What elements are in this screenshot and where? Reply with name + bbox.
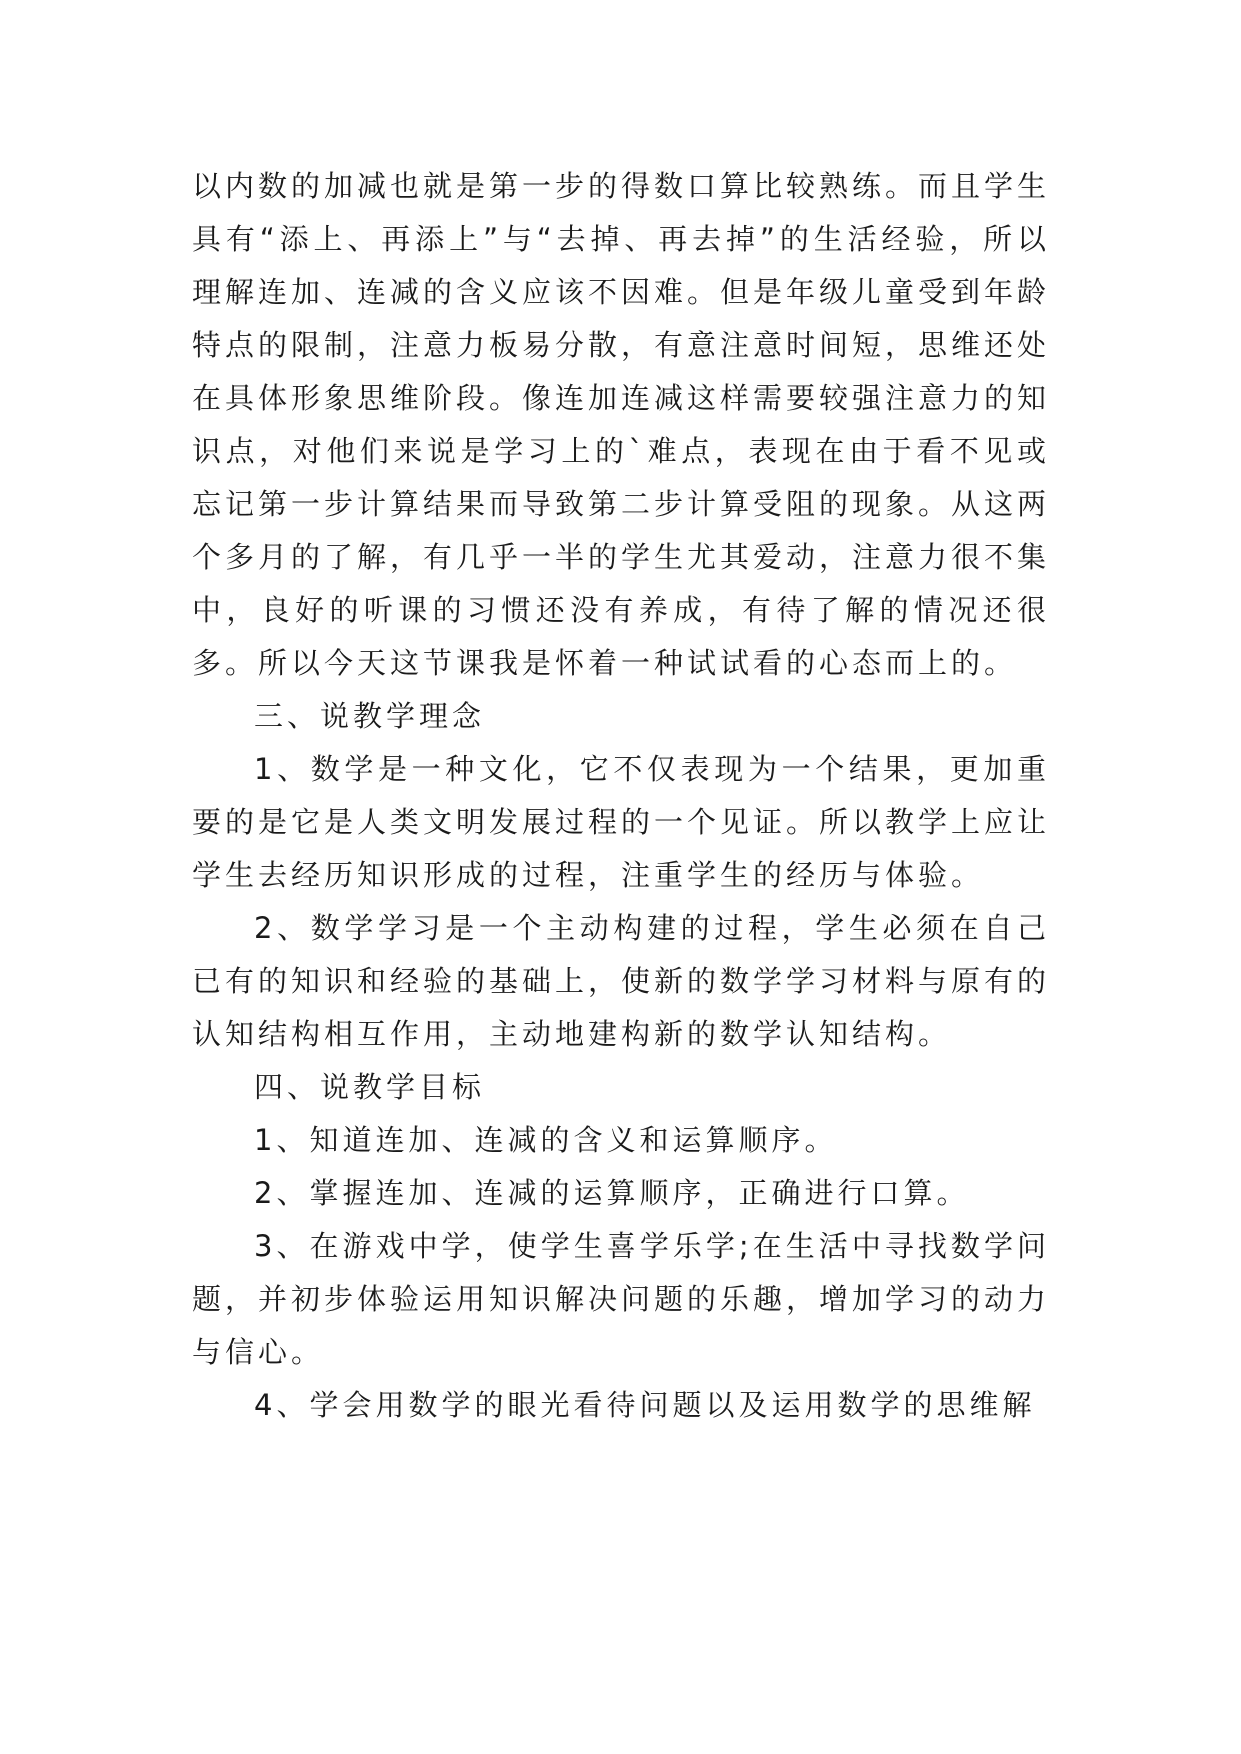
paragraph-student-analysis-continued: 以内数的加减也就是第一步的得数口算比较熟练。而且学生具有“添上、再添上”与“去掉、再去掉”的生活经验，所以理解连加、连减的含义应该不因难。但是年级儿童受到年龄特点的限制，注意力板易分散，有意注意时间短，思维还处在具体形象思维阶段。像连加连减这样需要较强注意力的知识点，对他们来说是学习上的`难点，表现在由于看不见或忘记第一步计算结果而导致第二步计算受阻的现象。从这两个多月的了解，有几乎一半的学生尤其爱动，注意力很不集中，良好的听课的习惯还没有养成，有待了解的情况还很多。所以今天这节课我是怀着一种试试看的心态而上的。	[192, 169, 1051, 680]
section-heading-teaching-philosophy: 三、说教学理念	[254, 699, 486, 733]
objective-item-4: 4、学会用数学的眼光看待问题以及运用数学的思维解	[254, 1388, 1036, 1422]
document-body	[192, 160, 1050, 1432]
objective-item-2: 2、掌握连加、连减的运算顺序，正确进行口算。	[254, 1176, 970, 1210]
philosophy-item-1: 1、数学是一种文化，它不仅表现为一个结果，更加重要的是它是人类文明发展过程的一个见证。所以教学上应让学生去经历知识形成的过程，注重学生的经历与体验。	[192, 752, 1051, 892]
objective-item-1: 1、知道连加、连减的含义和运算顺序。	[254, 1123, 838, 1157]
section-heading-teaching-objectives: 四、说教学目标	[254, 1070, 486, 1104]
objective-item-3: 3、在游戏中学，使学生喜学乐学;在生活中寻找数学问题，并初步体验运用知识解决问题的乐趣，增加学习的动力与信心。	[192, 1229, 1051, 1369]
philosophy-item-2: 2、数学学习是一个主动构建的过程，学生必须在自己已有的知识和经验的基础上，使新的数学学习材料与原有的认知结构相互作用，主动地建构新的数学认知结构。	[192, 911, 1051, 1051]
